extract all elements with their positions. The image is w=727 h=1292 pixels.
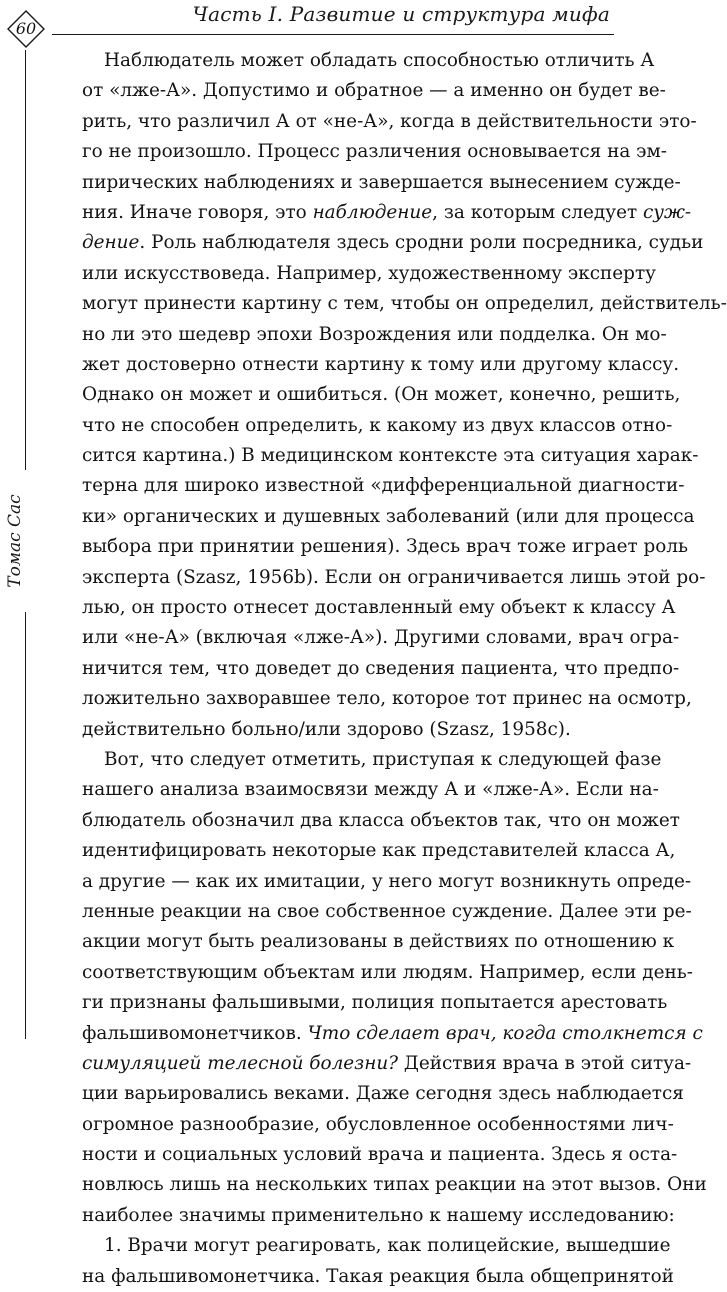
text-line — [82, 441, 699, 471]
text-run: блюдатель обозначил два класса объектов так, что он может — [82, 809, 680, 831]
text-line — [82, 897, 692, 927]
emphasis-text: наблюдение — [312, 201, 433, 223]
text-run: , за которым следует — [432, 201, 643, 223]
text-run: Вот, что следует отметить, приступая к следующей фазе — [104, 748, 662, 770]
text-line — [82, 228, 704, 258]
body-text — [82, 46, 727, 1292]
text-line — [82, 684, 692, 714]
text-run: лью, он просто отнесет доставленный ему объект к классу А — [82, 597, 676, 619]
text-line — [82, 806, 680, 836]
text-line — [82, 927, 675, 957]
text-line — [82, 259, 656, 289]
text-line — [82, 563, 706, 593]
text-run: фальшивомонетчиков. — [82, 1022, 308, 1044]
text-line — [82, 350, 680, 380]
header-rule — [52, 34, 614, 35]
text-line — [82, 1140, 678, 1170]
text-line — [82, 107, 697, 137]
emphasis-text: дение — [82, 232, 140, 254]
text-line — [82, 1231, 671, 1261]
text-run: что не способен определить, к какому из двух классов отно- — [82, 414, 673, 436]
text-run: или искусствоведа. Например, художественному эксперту — [82, 262, 656, 284]
running-title: Часть I. Развитие и структура мифа — [192, 2, 610, 26]
text-line — [82, 320, 667, 350]
text-line — [82, 46, 655, 76]
text-line — [82, 654, 680, 684]
text-run: ленные реакции на свое собственное суждение. Далее эти ре- — [82, 900, 692, 922]
page-number: 60 — [15, 19, 37, 38]
text-line — [82, 380, 681, 410]
text-line — [82, 775, 659, 805]
text-line — [82, 471, 685, 501]
text-line — [82, 1201, 675, 1231]
text-run: действительно больно/или здорово (Szasz, 1958c). — [82, 718, 571, 740]
page-number-badge — [7, 10, 45, 48]
text-line — [82, 198, 692, 228]
text-line — [82, 1262, 674, 1292]
emphasis-text: Что сделает врач, когда столкнется с — [307, 1022, 703, 1044]
side-rule-top — [25, 50, 26, 470]
text-line — [82, 168, 681, 198]
text-line — [82, 593, 676, 623]
text-run: жет достоверно отнести картину к тому или другому классу. — [82, 353, 680, 375]
text-run: выбора при принятии решения). Здесь врач тоже играет роль — [82, 536, 689, 558]
text-line — [82, 532, 689, 562]
text-line — [82, 1019, 703, 1049]
text-run: могут принести картину с тем, чтобы он определил, действитель- — [82, 293, 727, 315]
text-line — [82, 411, 673, 441]
text-line — [82, 502, 695, 532]
text-line — [82, 137, 667, 167]
text-run: . Роль наблюдателя здесь сродни роли посредника, судьи — [139, 232, 704, 254]
text-line — [82, 745, 662, 775]
text-run: но ли это шедевр эпохи Возрождения или подделка. Он мо- — [82, 323, 667, 345]
text-line — [82, 836, 676, 866]
text-run: или «не-А» (включая «лже-А»). Другими словами, врач огра- — [82, 627, 680, 649]
text-run: ги признаны фальшивыми, полиция попытается арестовать — [82, 992, 668, 1014]
text-run: а другие — как их имитации, у него могут возникнуть опреде- — [82, 870, 692, 892]
text-run: ния. Иначе говоря, это — [82, 201, 313, 223]
text-run: терна для широко известной «дифференциальной диагности- — [82, 475, 685, 497]
text-run: наиболее значимы применительно к нашему исследованию: — [82, 1204, 675, 1226]
text-line — [82, 958, 693, 988]
text-run: ничится тем, что доведет до сведения пациента, что предпо- — [82, 657, 680, 679]
text-run: на фальшивомонетчика. Такая реакция была общепринятой — [82, 1265, 674, 1287]
text-run: го не произошло. Процесс различения основывается на эм- — [82, 141, 667, 163]
text-line — [82, 1110, 674, 1140]
text-run: ности и социальных условий врача и пациента. Здесь я оста- — [82, 1144, 678, 1166]
text-run: акции могут быть реализованы в действиях по отношению к — [82, 931, 675, 953]
text-line — [82, 715, 611, 745]
text-run: соответствующим объектам или людям. Например, если день- — [82, 961, 693, 983]
text-run: Действия врача в этой ситуа- — [398, 1052, 692, 1074]
text-run: 1. Врачи могут реагировать, как полицейские, вышедшие — [104, 1235, 671, 1257]
side-rule-bottom — [25, 612, 26, 1039]
side-author-name: Томас Сас — [5, 494, 25, 588]
text-run: ложительно захворавшее тело, которое тот принес на осмотр, — [82, 688, 692, 710]
text-run: Однако он может и ошибиться. (Он может, конечно, решить, — [82, 384, 681, 406]
text-run: огромное разнообразие, обусловленное особенностями лич- — [82, 1113, 674, 1135]
text-run: ции варьировались веками. Даже сегодня здесь наблюдается — [82, 1083, 684, 1105]
emphasis-text: суж- — [642, 201, 692, 223]
text-run: Наблюдатель может обладать способностью отличить А — [104, 50, 655, 71]
text-run: от «лже-А». Допустимо и обратное — а именно он будет ве- — [82, 80, 666, 102]
text-run: эксперта (Szasz, 1956b). Если он ограничивается лишь этой ро- — [82, 566, 706, 588]
emphasis-text: симуляцией телесной болезни? — [82, 1052, 399, 1074]
text-run: нашего анализа взаимосвязи между А и «лже-А». Если на- — [82, 779, 659, 801]
text-line — [82, 76, 666, 106]
text-run: новлюсь лишь на нескольких типах реакции на этот вызов. Они — [82, 1174, 707, 1196]
text-line — [82, 1049, 692, 1079]
text-line — [82, 289, 727, 319]
text-run: рить, что различил А от «не-А», когда в действительности это- — [82, 110, 697, 132]
text-run: идентифицировать некоторые как представителей класса А, — [82, 840, 676, 862]
text-line — [82, 1079, 684, 1109]
text-line — [82, 867, 692, 897]
text-run: сится картина.) В медицинском контексте эта ситуация харак- — [82, 445, 699, 467]
text-run: пирических наблюдениях и завершается вынесением сужде- — [82, 171, 681, 193]
text-line — [82, 1170, 707, 1200]
text-line — [82, 623, 680, 653]
text-run: ки» органических и душевных заболеваний (или для процесса — [82, 505, 695, 527]
text-line — [82, 988, 668, 1018]
